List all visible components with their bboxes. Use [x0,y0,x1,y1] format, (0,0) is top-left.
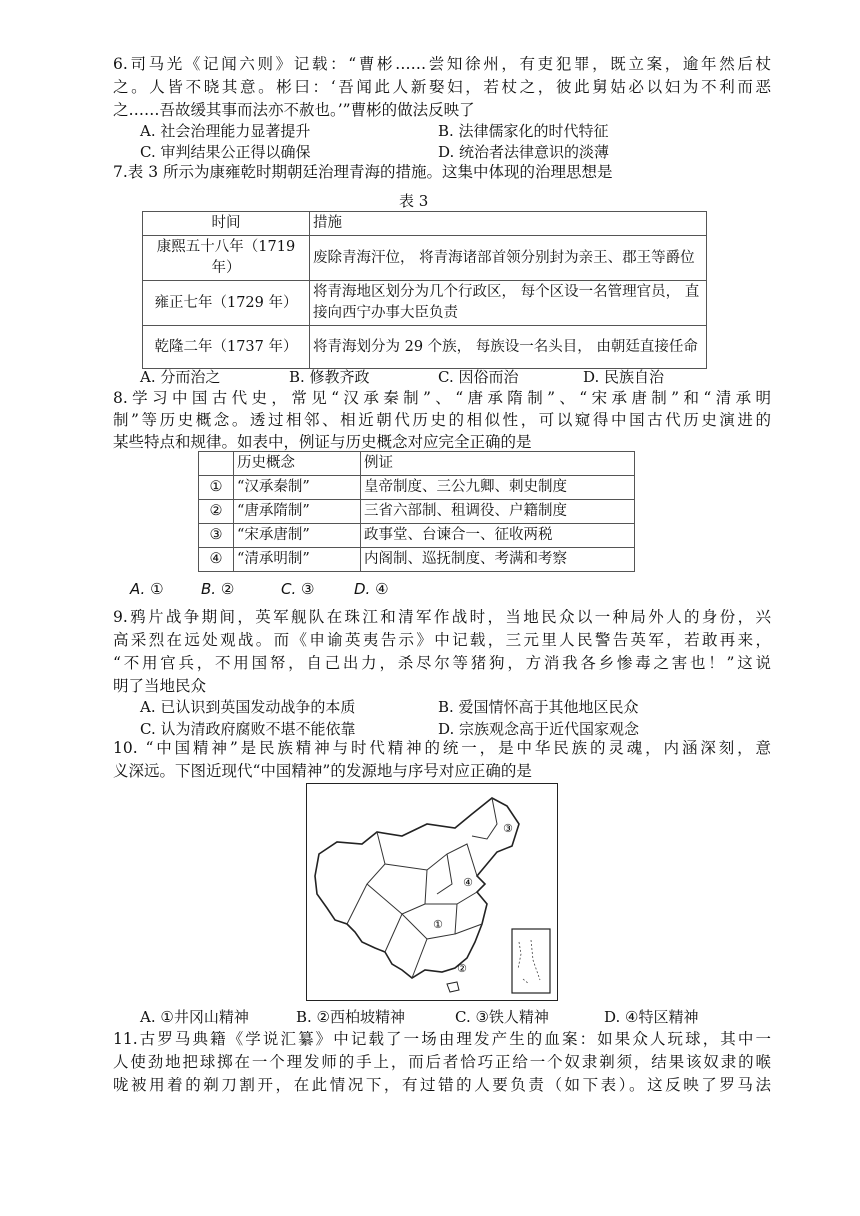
q7-option-a[interactable]: A. 分而治之 [140,368,221,386]
header-concept: 历史概念 [234,452,361,476]
table-row [143,281,707,326]
q6-option-c[interactable]: C. 审判结果公正得以确保 [140,143,311,161]
table-header-row [143,212,707,236]
q6-stem-line-3: 之……吾故缓其事而法亦不赦也。’”曹彬的做法反映了 [113,101,475,119]
map-mark-1: ① [433,918,443,931]
china-map-image [307,784,557,1000]
q8-table [198,451,635,572]
q10-stem-line-2: 义深远。下图近现代“中国精神”的发源地与序号对应正确的是 [113,762,532,780]
q6-option-a[interactable]: A. 社会治理能力显著提升 [140,122,311,140]
q6-stem-line-2: 之。人皆不晓其意。彬曰：‘吾闻此人新娶妇，若杖之，彼此舅姑必以妇为不利而恶 [113,78,771,96]
q8-option-b[interactable]: B. ② [201,580,235,598]
row-no: ① [199,476,234,500]
q6-option-b[interactable]: B. 法律儒家化的时代特征 [438,122,609,140]
header-time: 时间 [143,212,310,236]
q11-stem-line-3: 咙被用着的剃刀割开，在此情况下，有过错的人要负责（如下表）。这反映了罗马法 [113,1076,771,1094]
q7-option-d[interactable]: D. 民族自治 [583,368,665,386]
q7-option-c[interactable]: C. 因俗而治 [438,368,519,386]
row-concept: “汉承秦制” [234,476,361,500]
south-sea-inset [512,929,550,993]
row-time: 乾隆二年（1737 年） [143,326,310,369]
row-time: 雍正七年（1729 年） [143,281,310,326]
table-row [199,500,635,524]
q8-option-d[interactable]: D. ④ [354,580,389,598]
row-example: 皇帝制度、三公九卿、刺史制度 [361,476,635,500]
q10-option-d[interactable]: D. ④特区精神 [604,1008,699,1026]
table-row [143,326,707,369]
q8-stem-line-1: 8.学习中国古代史，常见“汉承秦制”、“唐承隋制”、“宋承唐制”和“清承明 [113,389,771,407]
row-measure: 将青海地区划分为几个行政区， 每个区设一名管理官员， 直接向西宁办事大臣负责 [310,281,707,326]
row-time: 康熙五十八年（1719年） [143,236,310,281]
table3-caption: 表 3 [399,192,429,210]
q10-option-a[interactable]: A. ①井冈山精神 [140,1008,249,1026]
q9-option-c[interactable]: C. 认为清政府腐败不堪不能依靠 [140,720,356,738]
q10-option-b[interactable]: B. ②西柏坡精神 [296,1008,406,1026]
table-row [199,476,635,500]
row-example: 三省六部制、租调役、户籍制度 [361,500,635,524]
row-no: ④ [199,548,234,572]
row-concept: “清承明制” [234,548,361,572]
row-example: 政事堂、台谏合一、征收两税 [361,524,635,548]
q6-option-d[interactable]: D. 统治者法律意识的淡薄 [438,143,610,161]
q9-stem-line-1: 9.鸦片战争期间，英军舰队在珠江和清军作战时，当地民众以一种局外人的身份，兴 [113,608,771,626]
q9-stem-line-4: 明了当地民众 [113,677,207,695]
row-no: ② [199,500,234,524]
q10-stem-line-1: 10. “中国精神”是民族精神与时代精神的统一，是中华民族的灵魂，内涵深刻，意 [113,739,771,757]
q11-stem-line-2: 人使劲地把球掷在一个理发师的手上，而后者恰巧正给一个奴隶剃须，结果该奴隶的喉 [113,1053,771,1071]
q8-option-a[interactable]: A. ① [130,580,164,598]
q9-option-a[interactable]: A. 已认识到英国发动战争的本质 [140,698,356,716]
q8-stem-line-2: 制”等历史概念。透过相邻、相近朝代历史的相似性，可以窥得中国古代历史演进的 [113,411,771,429]
q7-table [142,211,707,369]
china-map-figure [306,783,558,1001]
row-concept: “唐承隋制” [234,500,361,524]
q7-stem: 7.表 3 所示为康雍乾时期朝廷治理青海的措施。这集中体现的治理思想是 [113,163,613,181]
header-measure: 措施 [310,212,707,236]
row-concept: “宋承唐制” [234,524,361,548]
map-mark-3: ③ [503,822,513,835]
q11-stem-line-1: 11.古罗马典籍《学说汇纂》中记载了一场由理发产生的血案：如果众人玩球，其中一 [113,1030,771,1048]
q6-stem-line-1: 6.司马光《记闻六则》记载：“曹彬……尝知徐州，有吏犯罪，既立案，逾年然后杖 [113,55,771,73]
q9-stem-line-3: “不用官兵，不用国帑，自己出力，杀尽尔等猪狗，方消我各乡惨毒之害也！”这说 [113,654,771,672]
q9-option-d[interactable]: D. 宗族观念高于近代国家观念 [438,720,640,738]
map-mark-4: ④ [463,876,473,889]
table-row [199,524,635,548]
map-mark-2: ② [457,962,467,975]
row-measure: 将青海划分为 29 个族， 每族设一名头目， 由朝廷直接任命 [310,326,707,369]
row-measure: 废除青海汗位， 将青海诸部首领分别封为亲王、郡王等爵位 [310,236,707,281]
q10-option-c[interactable]: C. ③铁人精神 [455,1008,549,1026]
table-header-row [199,452,635,476]
header-no [199,452,234,476]
q7-option-b[interactable]: B. 修教齐政 [289,368,370,386]
row-no: ③ [199,524,234,548]
q8-option-c[interactable]: C. ③ [281,580,315,598]
header-example: 例证 [361,452,635,476]
q9-option-b[interactable]: B. 爱国情怀高于其他地区民众 [438,698,639,716]
q9-stem-line-2: 高采烈在远处观战。而《申谕英夷告示》中记载，三元里人民警告英军，若敢再来， [113,631,771,649]
table-row [143,236,707,281]
row-example: 内阁制、巡抚制度、考满和考察 [361,548,635,572]
table-row [199,548,635,572]
q8-stem-line-3: 某些特点和规律。如表中，例证与历史概念对应完全正确的是 [113,433,532,451]
